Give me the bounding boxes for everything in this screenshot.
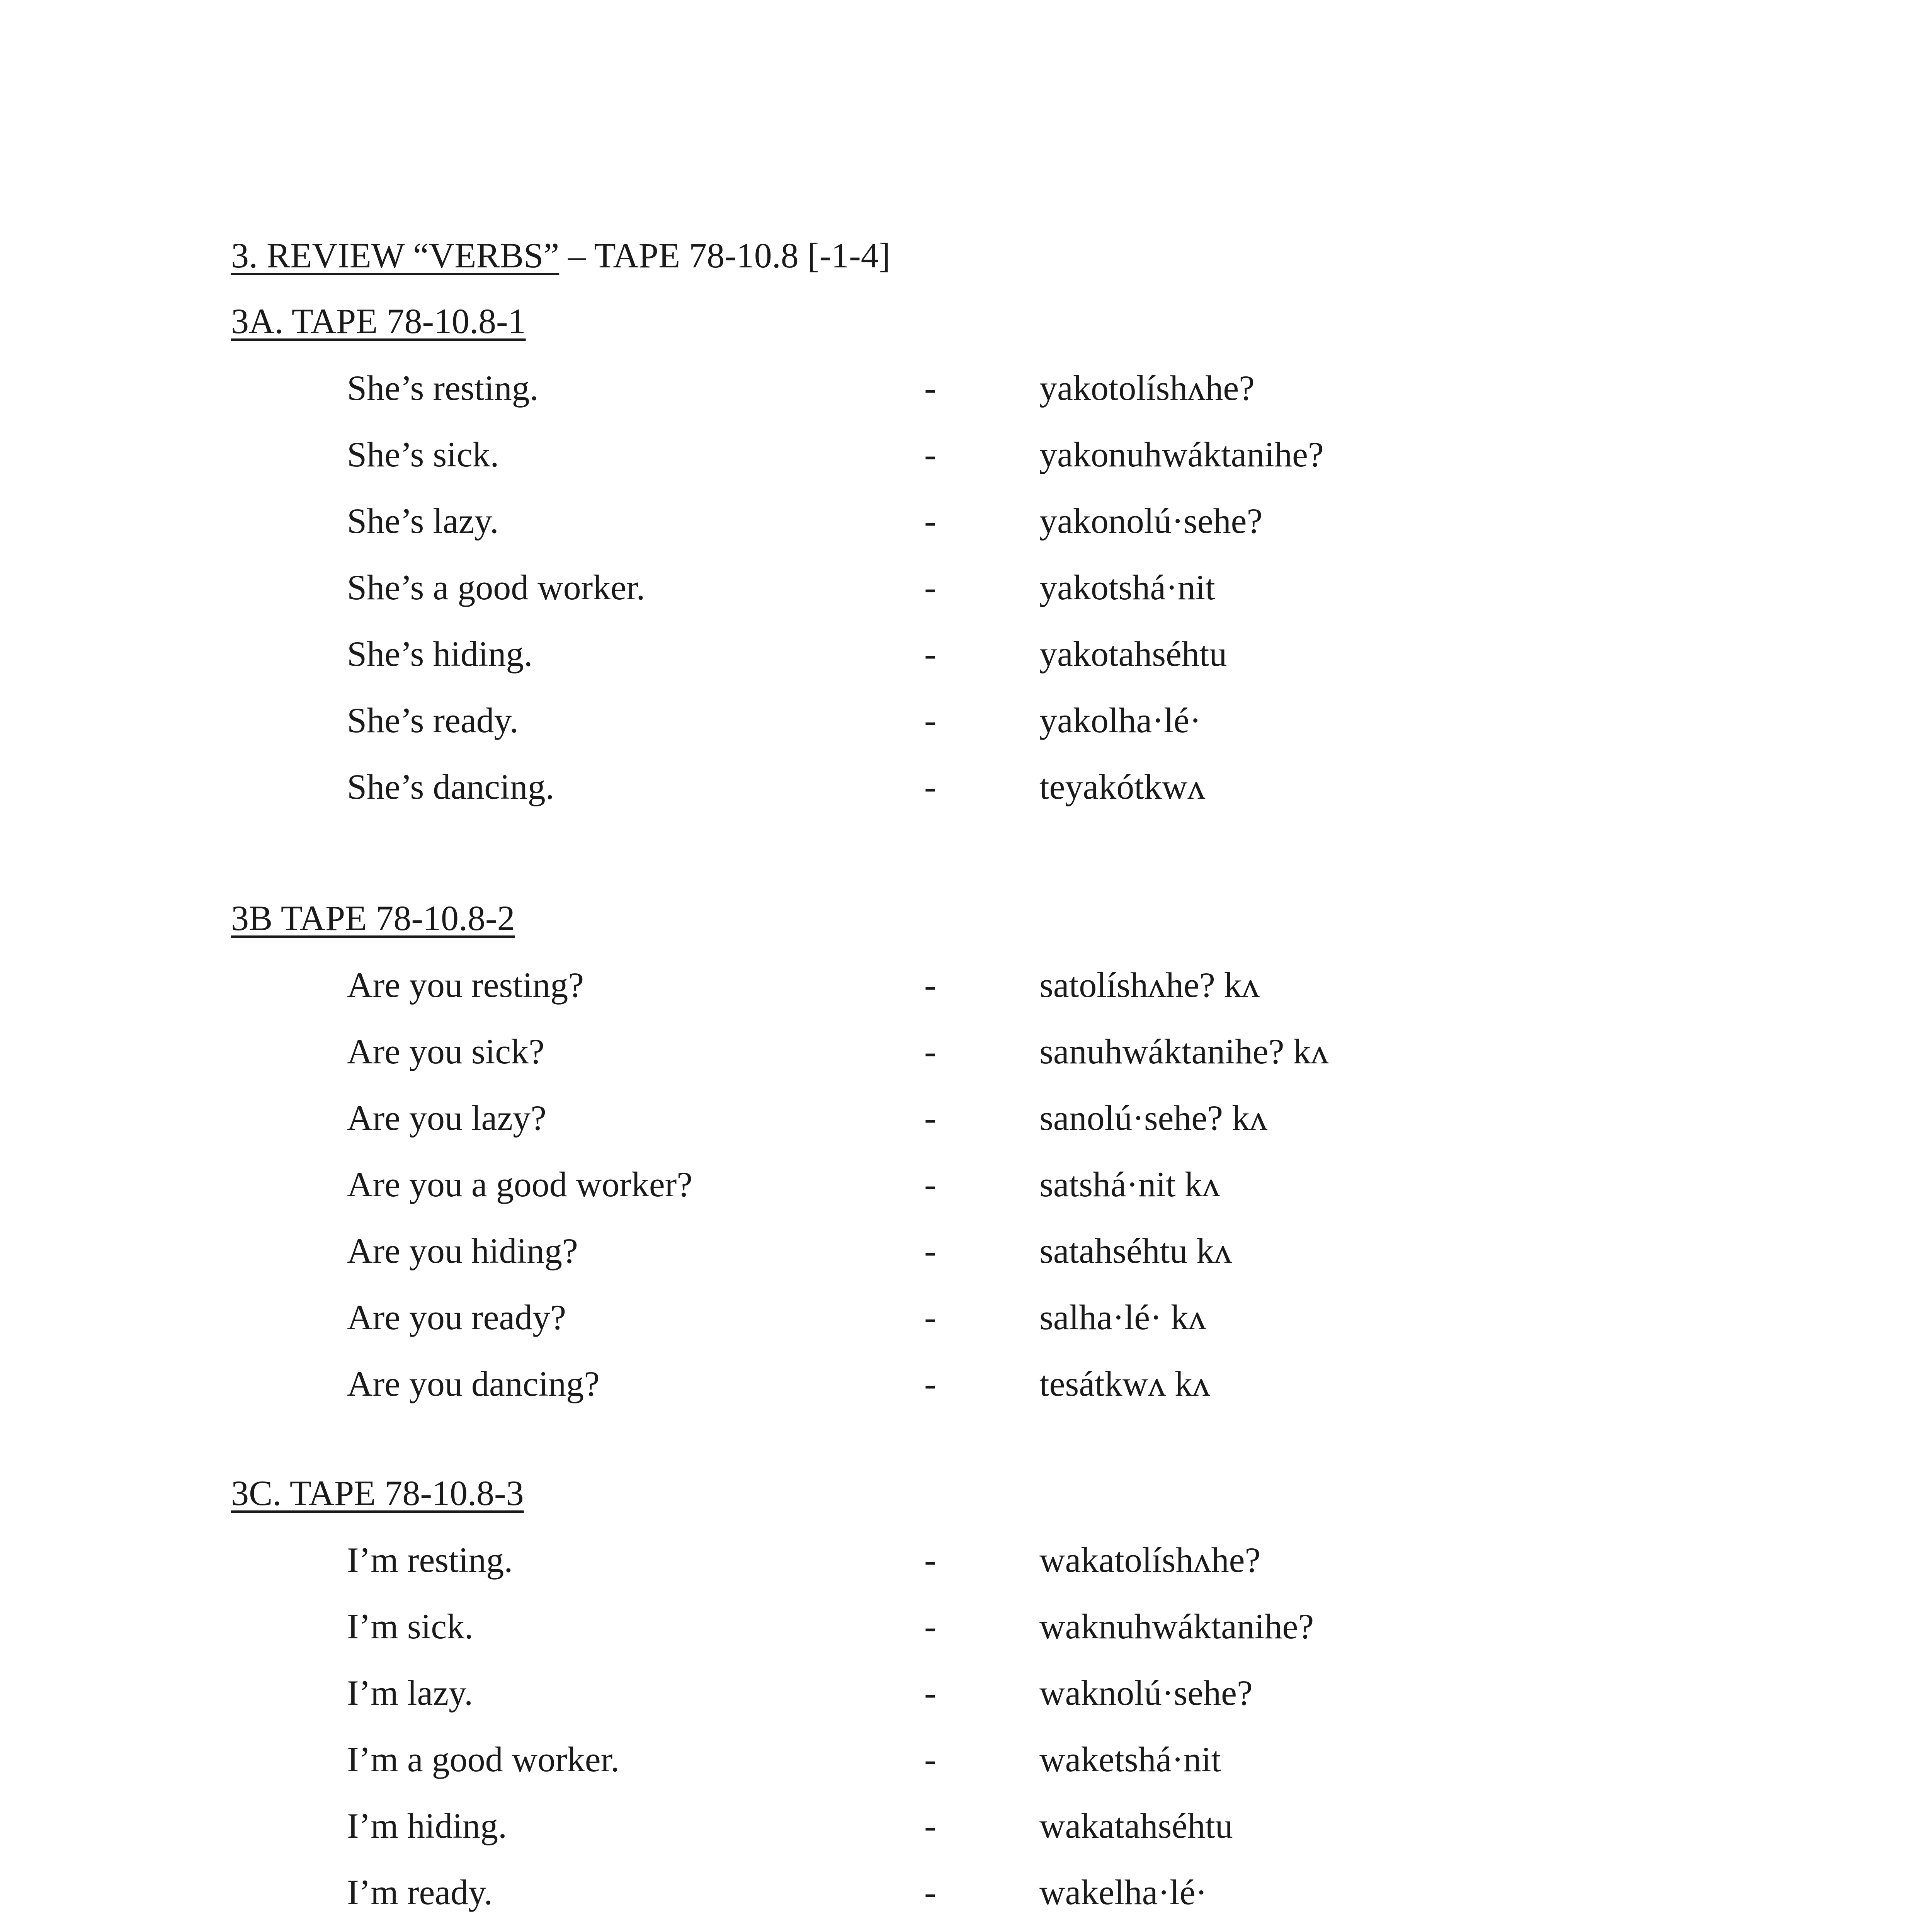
english-phrase: She’s sick. [347, 435, 499, 474]
vocab-row [0, 1742, 1932, 1788]
mohawk-translation: waknolú·sehe? [1039, 1673, 1253, 1713]
english-phrase: I’m ready. [347, 1872, 493, 1912]
page-title [231, 238, 890, 273]
separator-dash: - [924, 435, 936, 474]
mohawk-translation: satolíshʌhe? kʌ [1039, 965, 1260, 1005]
english-phrase: I’m lazy. [347, 1673, 473, 1713]
separator-dash: - [924, 1740, 936, 1779]
section-heading: 3B TAPE 78-10.8-2 [231, 898, 515, 938]
vocab-row [0, 636, 1932, 682]
english-phrase: Are you a good worker? [347, 1165, 693, 1204]
english-phrase: Are you sick? [347, 1032, 544, 1071]
mohawk-translation: satahséhtu kʌ [1039, 1231, 1232, 1270]
vocab-row [0, 1542, 1932, 1588]
english-phrase: She’s ready. [347, 701, 519, 740]
english-phrase: Are you dancing? [347, 1364, 600, 1403]
separator-dash: - [924, 1032, 936, 1071]
mohawk-translation: yakotahséhtu [1039, 634, 1227, 673]
mohawk-translation: yakotolíshʌhe? [1039, 368, 1255, 408]
english-phrase: Are you hiding? [347, 1231, 578, 1270]
section-heading: 3C. TAPE 78-10.8-3 [231, 1473, 524, 1513]
vocab-row [0, 1100, 1932, 1146]
vocab-row [0, 967, 1932, 1014]
english-phrase: She’s lazy. [347, 501, 499, 541]
separator-dash: - [924, 1364, 936, 1403]
vocab-row [0, 1366, 1932, 1412]
separator-dash: - [924, 1165, 936, 1204]
mohawk-translation: tesátkwʌ kʌ [1039, 1364, 1211, 1403]
vocab-row [0, 1034, 1932, 1080]
separator-dash: - [924, 568, 936, 607]
separator-dash: - [924, 1098, 936, 1138]
mohawk-translation: yakonolú·sehe? [1039, 501, 1263, 541]
separator-dash: - [924, 368, 936, 408]
vocab-row [0, 1675, 1932, 1721]
separator-dash: - [924, 1231, 936, 1270]
separator-dash: - [924, 1673, 936, 1713]
mohawk-translation: waknuhwáktanihe? [1039, 1607, 1314, 1646]
english-phrase: She’s dancing. [347, 767, 554, 806]
separator-dash: - [924, 701, 936, 740]
mohawk-translation: salha·lé· kʌ [1039, 1298, 1206, 1337]
separator-dash: - [924, 1872, 936, 1912]
english-phrase: She’s a good worker. [347, 568, 645, 607]
mohawk-translation: wakelha·lé· [1039, 1872, 1208, 1912]
english-phrase: She’s resting. [347, 368, 539, 408]
mohawk-translation: sanolú·sehe? kʌ [1039, 1098, 1268, 1138]
separator-dash: - [924, 767, 936, 806]
vocab-row [0, 702, 1932, 749]
mohawk-translation: satshá·nit kʌ [1039, 1165, 1220, 1204]
separator-dash: - [924, 634, 936, 673]
vocab-row [0, 370, 1932, 417]
separator-dash: - [924, 1806, 936, 1845]
english-phrase: I’m resting. [347, 1540, 513, 1580]
separator-dash: - [924, 1607, 936, 1646]
title-underlined: 3. REVIEW “VERBS” [231, 236, 560, 275]
title-rest: – TAPE 78-10.8 [-1-4] [559, 236, 891, 275]
separator-dash: - [924, 965, 936, 1005]
vocab-row [0, 1609, 1932, 1655]
vocab-row [0, 1874, 1932, 1921]
vocab-row [0, 1808, 1932, 1854]
english-phrase: Are you ready? [347, 1298, 566, 1337]
section-heading: 3A. TAPE 78-10.8-1 [231, 301, 526, 341]
english-phrase: She’s hiding. [347, 634, 533, 673]
vocab-row [0, 1299, 1932, 1346]
english-phrase: I’m hiding. [347, 1806, 507, 1845]
separator-dash: - [924, 1540, 936, 1580]
mohawk-translation: wakatolíshʌhe? [1039, 1540, 1261, 1580]
english-phrase: I’m a good worker. [347, 1740, 620, 1779]
mohawk-translation: yakonuhwáktanihe? [1039, 435, 1324, 474]
mohawk-translation: wakatahséhtu [1039, 1806, 1233, 1845]
english-phrase: Are you lazy? [347, 1098, 546, 1138]
vocab-row [0, 1233, 1932, 1279]
vocab-row [0, 769, 1932, 815]
mohawk-translation: yakolha·lé· [1039, 701, 1201, 740]
vocab-row [0, 503, 1932, 549]
mohawk-translation: sanuhwáktanihe? kʌ [1039, 1032, 1329, 1071]
vocab-row [0, 1167, 1932, 1213]
english-phrase: Are you resting? [347, 965, 584, 1005]
vocab-row [0, 570, 1932, 616]
vocab-row [0, 437, 1932, 483]
separator-dash: - [924, 501, 936, 541]
mohawk-translation: waketshá·nit [1039, 1740, 1221, 1779]
english-phrase: I’m sick. [347, 1607, 474, 1646]
separator-dash: - [924, 1298, 936, 1337]
mohawk-translation: yakotshá·nit [1039, 568, 1215, 607]
mohawk-translation: teyakótkwʌ [1039, 767, 1206, 806]
